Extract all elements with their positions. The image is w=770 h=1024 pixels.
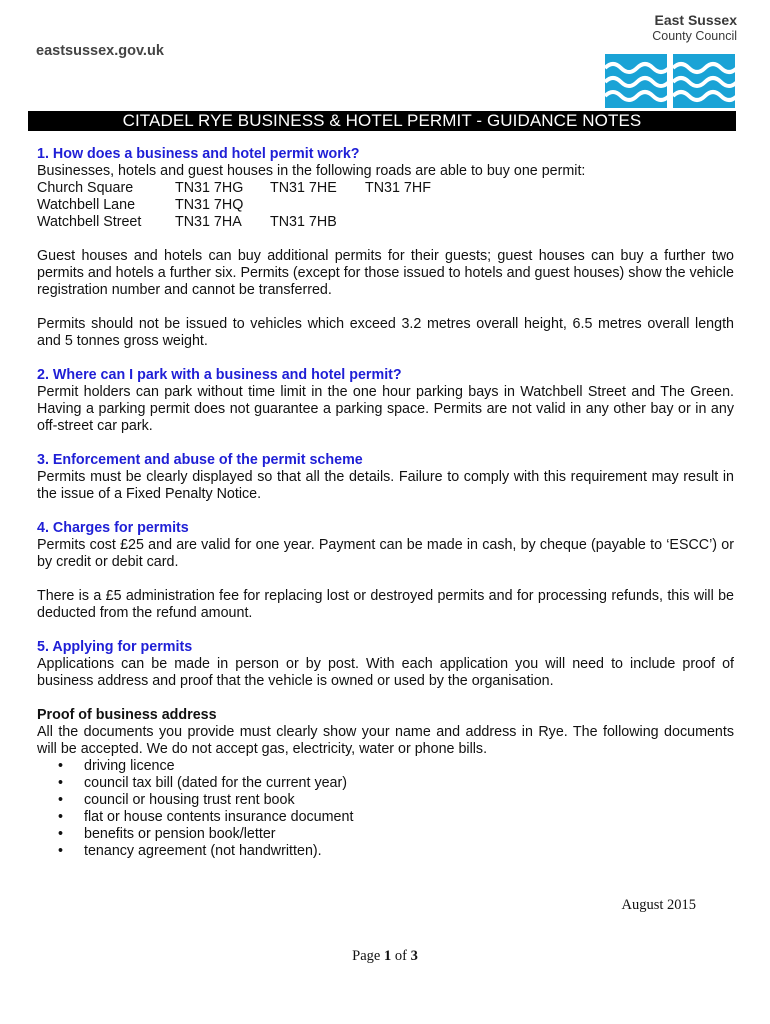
list-item: • tenancy agreement (not handwritten). (84, 843, 734, 860)
logo-name-line2: County Council (652, 29, 737, 43)
council-logo (603, 12, 737, 112)
section5-heading: 5. Applying for permits (37, 639, 193, 655)
road-name: Watchbell Lane (37, 197, 136, 213)
postcode: TN31 7HF (365, 180, 431, 196)
postcode: TN31 7HE (270, 180, 337, 196)
road-row (37, 180, 734, 197)
list-item: • driving licence (84, 758, 734, 775)
page-total: 3 (410, 948, 418, 964)
page-word: Page (352, 948, 381, 964)
wave-logo-icon (603, 52, 737, 110)
section1-intro: Businesses, hotels and guest houses in the following roads are able to buy one permit: (37, 163, 586, 179)
section1-heading: 1. How does a business and hotel permit work? (37, 146, 360, 162)
postcode: TN31 7HQ (175, 197, 244, 213)
page-title: CITADEL RYE BUSINESS & HOTEL PERMIT - GUIDANCE NOTES (28, 111, 736, 131)
road-name: Watchbell Street (37, 214, 142, 230)
section5-body: Applications can be made in person or by post. With each application you will need to include proof of business address and proof that the vehicle is owned or used by the organisation. (37, 656, 734, 689)
list-item: • council tax bill (dated for the current year) (84, 775, 734, 792)
page-of: of (394, 948, 407, 964)
proof-heading: Proof of business address (37, 707, 217, 723)
postcode: TN31 7HA (175, 214, 242, 230)
section2-body: Permit holders can park without time limit in the one hour parking bays in Watchbell Street and The Green. Having a parking permit does not guarantee a parking space. Permits are not valid in any other bay or in any off-street car park. (37, 384, 734, 434)
proof-body: All the documents you provide must clearly show your name and address in Rye. The following documents will be accepted. We do not accept gas, electricity, water or phone bills. (37, 724, 734, 757)
roads-list (37, 180, 734, 231)
page-number (0, 948, 770, 965)
list-item: • council or housing trust rent book (84, 792, 734, 809)
list-item: • benefits or pension book/letter (84, 826, 734, 843)
section1-paragraph-guests: Guest houses and hotels can buy additional permits for their guests; guest houses can buy a further two permits and hotels a further six. Permits (except for those issued to hotels and guest houses) show the vehicle registration number and cannot be transferred. (37, 248, 734, 298)
section4-body-fee: There is a £5 administration fee for replacing lost or destroyed permits and for processing refunds, this will be deducted from the refund amount. (37, 588, 734, 621)
section2-heading: 2. Where can I park with a business and hotel permit? (37, 367, 402, 383)
section3-body: Permits must be clearly displayed so that all the details. Failure to comply with this requirement may result in the issue of a Fixed Penalty Notice. (37, 469, 734, 502)
accepted-documents-list (37, 758, 734, 860)
logo-name-line1: East Sussex (654, 12, 737, 28)
page-current: 1 (383, 948, 392, 964)
section1-paragraph-limits: Permits should not be issued to vehicles which exceed 3.2 metres overall height, 6.5 metres overall length and 5 tonnes gross weight. (37, 316, 734, 349)
road-row (37, 214, 734, 231)
document-date: August 2015 (621, 897, 696, 913)
section4-heading: 4. Charges for permits (37, 520, 189, 536)
postcode: TN31 7HB (270, 214, 337, 230)
section4-body-cost: Permits cost £25 and are valid for one year. Payment can be made in cash, by cheque (payable to ‘ESCC’) or by credit or debit card. (37, 537, 734, 570)
site-url: eastsussex.gov.uk (36, 43, 164, 59)
document-body (37, 146, 734, 860)
list-item: • flat or house contents insurance document (84, 809, 734, 826)
postcode: TN31 7HG (175, 180, 244, 196)
section3-heading: 3. Enforcement and abuse of the permit scheme (37, 452, 363, 468)
road-name: Church Square (37, 180, 134, 196)
road-row (37, 197, 734, 214)
